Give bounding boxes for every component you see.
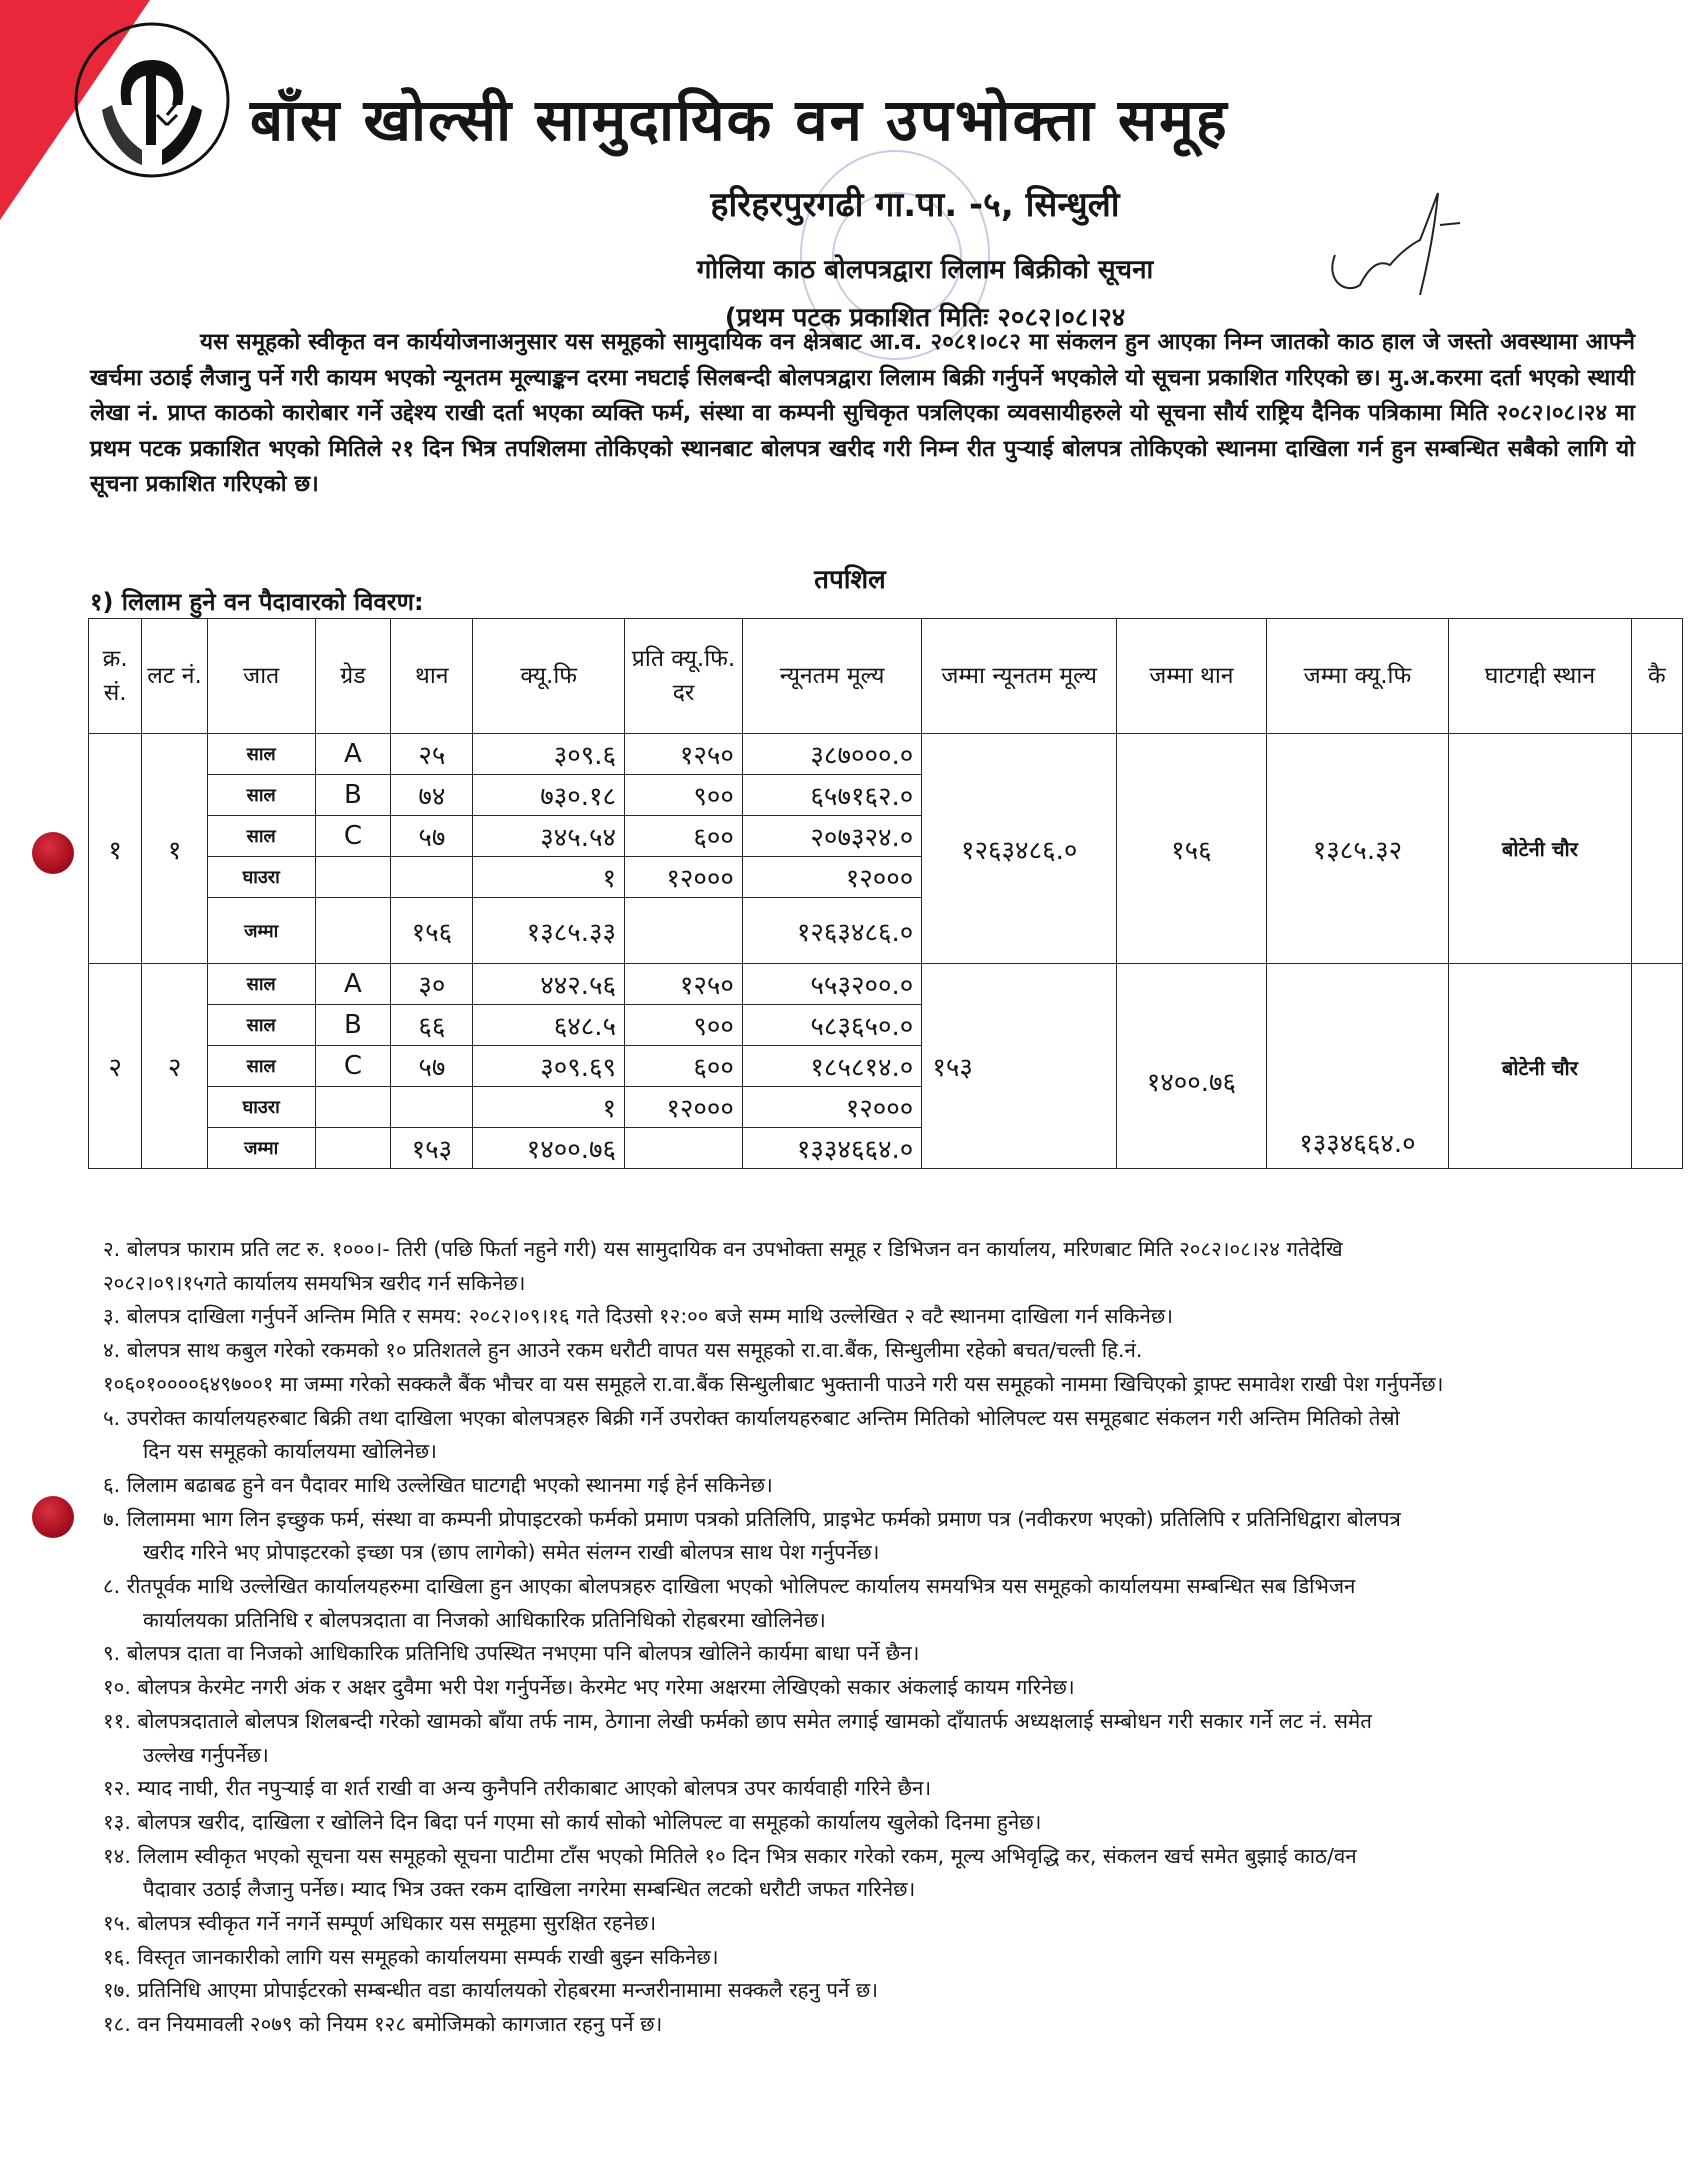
term-continuation: दिन यस समूहको कार्यालयमा खोलिनेछ। xyxy=(143,1439,437,1464)
than xyxy=(391,1087,473,1128)
term-text: लिलाम स्वीकृत भएको सूचना यस समूहको सूचना पाटीमा टाँस भएको मितिले १० दिन भित्र सकार गरेको रकम, मूल्य अभिवृद्धि कर, संकलन खर्च समेत बुझाई काठ/वन xyxy=(137,1843,1357,1868)
col-depot: घाटगद्दी स्थान xyxy=(1449,619,1631,734)
col-species: जात xyxy=(207,619,315,734)
term-text: बोलपत्र दाखिला गर्नुपर्ने अन्तिम मिति र समय: २०८२।०९।१६ गते दिउसो १२:०० बजे सम्म माथि उल्लेखित २ वटै स्थानमा दाखिला गर्न सकिनेछ। xyxy=(126,1304,1174,1329)
term-number: १२. xyxy=(103,1776,131,1801)
term-text: बोलपत्र दाता वा निजको आधिकारिक प्रतिनिधि उपस्थित नभएमा पनि बोलपत्र खोलिने कार्यमा बाधा पर्ने छैन। xyxy=(126,1641,920,1666)
col-grade: ग्रेड xyxy=(315,619,391,734)
intro-paragraph: यस समूहको स्वीकृत वन कार्ययोजनाअनुसार यस समूहको सामुदायिक वन क्षेत्रबाट आ.व. २०८१।०८२ मा संकलन हुन आएका निम्न जातको काठ हाल जे जस्तो अवस्थामा आफ्नै खर्चमा उठाई लैजानु पर्ने गरी कायम भएको न्यूनतम मूल्याङ्कन दरमा नघटाई सिलबन्दी बोलपत्रद्वारा लिलाम बिक्री गर्नुपर्ने भएकोले यो सूचना प्रकाशित गरिएको छ। मु.अ.करमा दर्ता भएको स्थायी लेखा नं. प्राप्त काठको कारोबार गर्ने उद्देश्य राखी दर्ता भएका व्यक्ति फर्म, संस्था वा कम्पनी सुचिकृत पत्रलिएका व्यवसायीहरुले यो सूचना सौर्य राष्ट्रिय दैनिक पत्रिकामा मिति २०८२।०८।२४ मा प्रथम पटक प्रकाशित भएको मितिले २१ दिन भित्र तपशिलमा तोकिएको स्थानबाट बोलपत्र खरीद गरी निम्न रीत पुर्‍याई बोलपत्र तोकिएको स्थानमा दाखिला गर्न हुन सम्बन्धित सबैको लागि यो सूचना प्रकाशित गरिएको छ। xyxy=(90,329,1635,497)
organization-name: बाँस खोल्सी सामुदायिक वन उपभोक्ता समूह xyxy=(250,86,1229,154)
col-rate: प्रति क्यू.फि. दर xyxy=(625,619,743,734)
total-min-price: १५३ xyxy=(922,964,1117,1169)
species: साल xyxy=(207,1005,315,1046)
table-header-row xyxy=(89,619,1683,734)
lot-sn: १ xyxy=(89,734,142,964)
total-than: १४००.७६ xyxy=(1117,964,1267,1169)
term-continuation: १०६०१००००६४९७००१ मा जम्मा गरेको सक्कलै बैंक भौचर वा यस समूहले रा.वा.बैंक सिन्धुलीबाट भुक्तानी पाउने गरी यस समूहको नाममा खिचिएको ड्राफ्ट समावेश राखी पेश गर्नुपर्नेछ। xyxy=(103,1371,1444,1396)
term-continuation: उल्लेख गर्नुपर्नेछ। xyxy=(143,1742,269,1767)
term-number: १०. xyxy=(103,1675,131,1700)
cft: ४४२.५६ xyxy=(473,964,625,1005)
term-text: बोलपत्र खरीद, दाखिला र खोलिने दिन बिदा पर्न गएमा सो कार्य सोको भोलिपल्ट वा समूहको कार्यालय खुलेको दिनमा हुनेछ। xyxy=(137,1809,1042,1834)
rate: ९०० xyxy=(625,1005,743,1046)
col-than: थान xyxy=(391,619,473,734)
rate: १२००० xyxy=(625,857,743,898)
term-text: उपरोक्त कार्यालयहरुबाट बिक्री तथा दाखिला भएका बोलपत्रहरु बिक्री गर्ने उपरोक्त कार्यालयहरुबाट अन्तिम मितिको भोलिपल्ट यस समूहबाट संकलन गरी अन्तिम मितिको तेस्रो xyxy=(126,1405,1400,1430)
rate: १२५० xyxy=(625,964,743,1005)
term-continuation: कार्यालयका प्रतिनिधि र बोलपत्रदाता वा निजको आधिकारिक प्रतिनिधिको रोहबरमा खोलिनेछ। xyxy=(143,1607,826,1632)
min-price: ५८३६५०.० xyxy=(742,1005,921,1046)
cft: ३०९.६ xyxy=(473,734,625,775)
min-price: १२००० xyxy=(742,857,921,898)
remarks xyxy=(1631,734,1682,964)
term-text: रीतपूर्वक माथि उल्लेखित कार्यालयहरुमा दाखिला हुन आएका बोलपत्रहरु दाखिला भएको भोलिपल्ट कार्यालय समयभित्र यस समूहको कार्यालयमा सम्बन्धित सब डिभिजन xyxy=(126,1574,1356,1599)
term-text: विस्तृत जानकारीको लागि यस समूहको कार्यालयमा सम्पर्क राखी बुझ्न सकिनेछ। xyxy=(137,1944,719,1969)
col-min-price: न्यूनतम मूल्य xyxy=(742,619,921,734)
red-pin-mark xyxy=(32,832,74,874)
species: साल xyxy=(207,964,315,1005)
term-text: बोलपत्रदाताले बोलपत्र शिलबन्दी गरेको खामको बाँया तर्फ नाम, ठेगाना लेखी फर्मको छाप समेत लगाई खामको दाँयातर्फ अध्यक्षलाई सम्बोधन गरी सकार गर्ने लट नं. समेत xyxy=(137,1708,1372,1733)
than: ३० xyxy=(391,964,473,1005)
rate xyxy=(625,898,743,964)
term-number: ३. xyxy=(103,1304,121,1329)
term-number: १७. xyxy=(103,1978,131,2003)
term-number: ६. xyxy=(103,1472,121,1497)
col-total-min-price: जम्मा न्यूनतम मूल्य xyxy=(922,619,1117,734)
term-text: बोलपत्र साथ कबुल गरेको रकमको १० प्रतिशतले हुन आउने रकम धरौटी वापत यस समूहको रा.वा.बैंक, सिन्धुलीमा रहेको बचत/चल्ती हि.नं. xyxy=(126,1338,1143,1363)
than xyxy=(391,857,473,898)
grade: C xyxy=(315,1046,391,1087)
term-item xyxy=(103,1469,1623,1503)
grade xyxy=(315,1087,391,1128)
term-item xyxy=(103,1705,1623,1772)
min-price: १८५८१४.० xyxy=(742,1046,921,1087)
than: २५ xyxy=(391,734,473,775)
term-item xyxy=(103,1671,1623,1705)
rate: ९०० xyxy=(625,775,743,816)
remarks xyxy=(1631,964,1682,1169)
table-row xyxy=(89,964,1683,1005)
grade: A xyxy=(315,734,391,775)
terms-list xyxy=(103,1233,1623,2042)
cft: १३८५.३३ xyxy=(473,898,625,964)
term-item xyxy=(103,1402,1623,1469)
red-pin-mark xyxy=(32,1496,74,1538)
term-text: वन नियमावली २०७९ को नियम १२८ बमोजिमको कागजात रहनु पर्ने छ। xyxy=(137,2012,663,2037)
depot: बोटेनी चौर xyxy=(1449,964,1631,1169)
total-cft: १३८५.३२ xyxy=(1266,734,1448,964)
rate: ६०० xyxy=(625,816,743,857)
term-number: १४. xyxy=(103,1843,131,1868)
term-continuation: खरीद गरिने भए प्रोपाइटरको इच्छा पत्र (छाप लागेको) समेत संलग्न राखी बोलपत्र साथ पेश गर्नुपर्नेछ। xyxy=(143,1540,880,1565)
total-cft: १३३४६६४.० xyxy=(1266,964,1448,1169)
term-number: ८. xyxy=(103,1574,121,1599)
term-item xyxy=(103,1840,1623,1907)
term-item xyxy=(103,1570,1623,1637)
term-item xyxy=(103,2008,1623,2042)
min-price: ५५३२००.० xyxy=(742,964,921,1005)
rate xyxy=(625,1128,743,1169)
col-remarks: कै xyxy=(1631,619,1682,734)
min-price: १३३४६६४.० xyxy=(742,1128,921,1169)
term-text: बोलपत्र केरमेट नगरी अंक र अक्षर दुवैमा भरी पेश गर्नुपर्नेछ। केरमेट भए गरेमा अक्षरमा लेखिएको सकार अंकलाई कायम गरिनेछ। xyxy=(137,1675,1075,1700)
species: साल xyxy=(207,1046,315,1087)
term-text: प्रतिनिधि आएमा प्रोपाईटरको सम्बन्धीत वडा कार्यालयको रोहबरमा मन्जरीनामामा सक्कलै रहनु पर्ने छ। xyxy=(137,1978,879,2003)
term-item xyxy=(103,1637,1623,1671)
schedule-heading: तपशिल xyxy=(814,565,886,595)
species: साल xyxy=(207,816,315,857)
community-forest-logo-icon xyxy=(72,20,232,180)
species: साल xyxy=(207,775,315,816)
term-item xyxy=(103,1233,1623,1300)
table-row xyxy=(89,734,1683,775)
term-item xyxy=(103,1974,1623,2008)
schedule-subheading: १) लिलाम हुने वन पैदावारको विवरण: xyxy=(90,588,424,616)
cft: ३०९.६९ xyxy=(473,1046,625,1087)
term-number: १३. xyxy=(103,1809,131,1834)
cft: ७३०.१८ xyxy=(473,775,625,816)
grade: B xyxy=(315,1005,391,1046)
organization-address: हरिहरपुरगढी गा.पा. -५, सिन्धुली xyxy=(710,185,1120,225)
grade xyxy=(315,898,391,964)
col-cft: क्यू.फि xyxy=(473,619,625,734)
cft: ३४५.५४ xyxy=(473,816,625,857)
min-price: ३८७०००.० xyxy=(742,734,921,775)
term-number: ७. xyxy=(103,1506,121,1531)
than: ७४ xyxy=(391,775,473,816)
term-item xyxy=(103,1503,1623,1570)
rate: १२००० xyxy=(625,1087,743,1128)
total-label: जम्मा xyxy=(207,1128,315,1169)
col-sn: क्र. सं. xyxy=(89,619,142,734)
term-text: बोलपत्र स्वीकृत गर्ने नगर्ने सम्पूर्ण अधिकार यस समूहमा सुरक्षित रहनेछ। xyxy=(137,1911,657,1936)
auction-table xyxy=(88,618,1683,1169)
min-price: १२६३४८६.० xyxy=(742,898,921,964)
term-item xyxy=(103,1806,1623,1840)
total-than: १५६ xyxy=(1117,734,1267,964)
grade xyxy=(315,857,391,898)
depot: बोटेनी चौर xyxy=(1449,734,1631,964)
publish-date: (प्रथम पटक प्रकाशित मितिः २०८२।०८।२४ xyxy=(724,303,1126,333)
term-number: ११. xyxy=(103,1708,131,1733)
term-text: म्याद नाघी, रीत नपुर्‍याई वा शर्त राखी वा अन्य कुनैपनि तरीकाबाट आएको बोलपत्र उपर कार्यवाही गरिने छैन। xyxy=(137,1776,932,1801)
term-text: लिलाम बढाबढ हुने वन पैदावर माथि उल्लेखित घाटगद्दी भएको स्थानमा गई हेर्न सकिनेछ। xyxy=(126,1472,773,1497)
cft: १ xyxy=(473,1087,625,1128)
term-number: १६. xyxy=(103,1944,131,1969)
grade: C xyxy=(315,816,391,857)
term-number: १५. xyxy=(103,1911,131,1936)
term-item xyxy=(103,1300,1623,1334)
grade xyxy=(315,1128,391,1169)
term-number: ४. xyxy=(103,1338,121,1363)
term-number: २. xyxy=(103,1237,121,1261)
total-min-price: १२६३४८६.० xyxy=(922,734,1117,964)
col-lot: लट नं. xyxy=(142,619,208,734)
lot-number: २ xyxy=(142,964,208,1169)
col-total-than: जम्मा थान xyxy=(1117,619,1267,734)
than: १५६ xyxy=(391,898,473,964)
lot-sn: २ xyxy=(89,964,142,1169)
term-continuation: पैदावार उठाई लैजानु पर्नेछ। म्याद भित्र उक्त रकम दाखिला नगरेमा सम्बन्धित लटको धरौटी जफत गरिनेछ। xyxy=(143,1877,916,1902)
term-text: लिलाममा भाग लिन इच्छुक फर्म, संस्था वा कम्पनी प्रोपाइटरको फर्मको प्रमाण पत्रको प्रतिलिपि, प्राइभेट फर्मको प्रमाण पत्र (नवीकरण भएको) प्रतिलिपि र प्रतिनिधिद्वारा बोलपत्र xyxy=(126,1506,1401,1531)
rate: ६०० xyxy=(625,1046,743,1087)
min-price: ६५७१६२.० xyxy=(742,775,921,816)
species: घाउरा xyxy=(207,857,315,898)
term-item xyxy=(103,1907,1623,1941)
lot-number: १ xyxy=(142,734,208,964)
than: ५७ xyxy=(391,1046,473,1087)
than: ६६ xyxy=(391,1005,473,1046)
total-label: जम्मा xyxy=(207,898,315,964)
min-price: १२००० xyxy=(742,1087,921,1128)
col-total-cft: जम्मा क्यू.फि xyxy=(1266,619,1448,734)
rate: १२५० xyxy=(625,734,743,775)
term-continuation: २०८२।०९।१५गते कार्यालय समयभित्र खरीद गर्न सकिनेछ। xyxy=(103,1270,526,1295)
cft: ६४८.५ xyxy=(473,1005,625,1046)
species: घाउरा xyxy=(207,1087,315,1128)
than: ५७ xyxy=(391,816,473,857)
term-item xyxy=(103,1941,1623,1975)
cft: १ xyxy=(473,857,625,898)
cft: १४००.७६ xyxy=(473,1128,625,1169)
min-price: २०७३२४.० xyxy=(742,816,921,857)
term-text: बोलपत्र फाराम प्रति लट रु. १०००।- तिरी (पछि फिर्ता नहुने गरी) यस सामुदायिक वन उपभोक्ता समूह र डिभिजन वन कार्यालय, मरिणबाट मिति २०८२।०८।२४ गतेदेखि xyxy=(126,1237,1343,1261)
term-item xyxy=(103,1772,1623,1806)
term-number: ९. xyxy=(103,1641,121,1666)
notice-title: गोलिया काठ बोलपत्रद्वारा लिलाम बिक्रीको सूचना xyxy=(696,255,1154,285)
grade: B xyxy=(315,775,391,816)
grade: A xyxy=(315,964,391,1005)
term-number: ५. xyxy=(103,1405,121,1430)
than: १५३ xyxy=(391,1128,473,1169)
term-item xyxy=(103,1334,1623,1401)
species: साल xyxy=(207,734,315,775)
term-number: १८. xyxy=(103,2012,131,2037)
